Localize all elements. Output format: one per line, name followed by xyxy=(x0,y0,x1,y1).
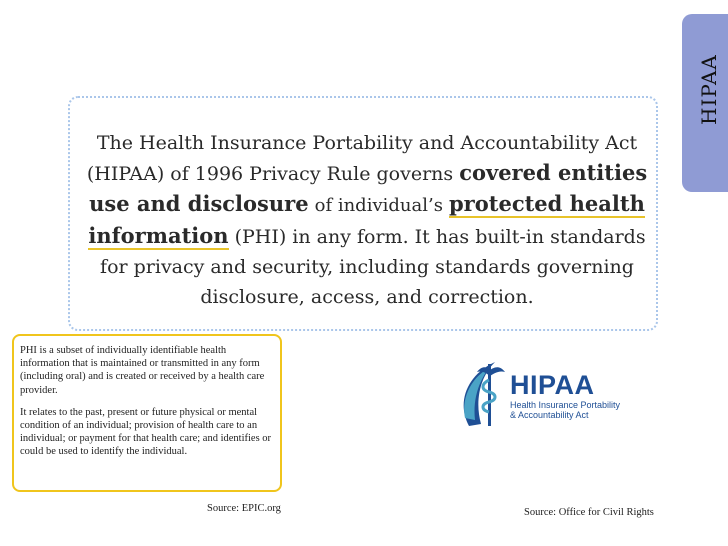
phi-definition-para2: It relates to the past, present or future physical or mental condition of an individual; provision of health care to an individual; or payment for that health care; and identifies or could be used to identify the individual. xyxy=(20,406,272,458)
statement-part2: of individual’s xyxy=(314,195,443,216)
source-ocr: Source: Office for Civil Rights xyxy=(524,507,654,518)
logo-word: HIPAA xyxy=(510,370,595,400)
statement-bold2: protected health information xyxy=(88,191,645,248)
source-epic: Source: EPIC.org xyxy=(207,503,281,514)
statement-part3: (PHI) in any form. xyxy=(234,226,409,248)
phi-definition-box xyxy=(12,334,282,492)
statement-bold1: covered entities use and disclosure xyxy=(89,160,648,216)
side-tab-label: HIPAA xyxy=(697,54,721,126)
logo-sub1: Health Insurance Portability xyxy=(510,400,621,410)
phi-definition-para1: PHI is a subset of individually identifiable health information that is maintained or transmitted in any form (including oral) and is created or received by a health care provider. xyxy=(20,345,265,396)
logo-sub2: & Accountability Act xyxy=(510,410,589,420)
statement-part1: The Health Insurance Portability and Accountability Act (HIPAA) of 1996 Privacy Rule governs xyxy=(86,132,638,185)
hipaa-statement xyxy=(72,128,662,312)
logo-text xyxy=(510,370,620,420)
statement-part4: It has built-in standards for privacy and security, including standards governing disclosure, access, and correction. xyxy=(100,226,646,308)
